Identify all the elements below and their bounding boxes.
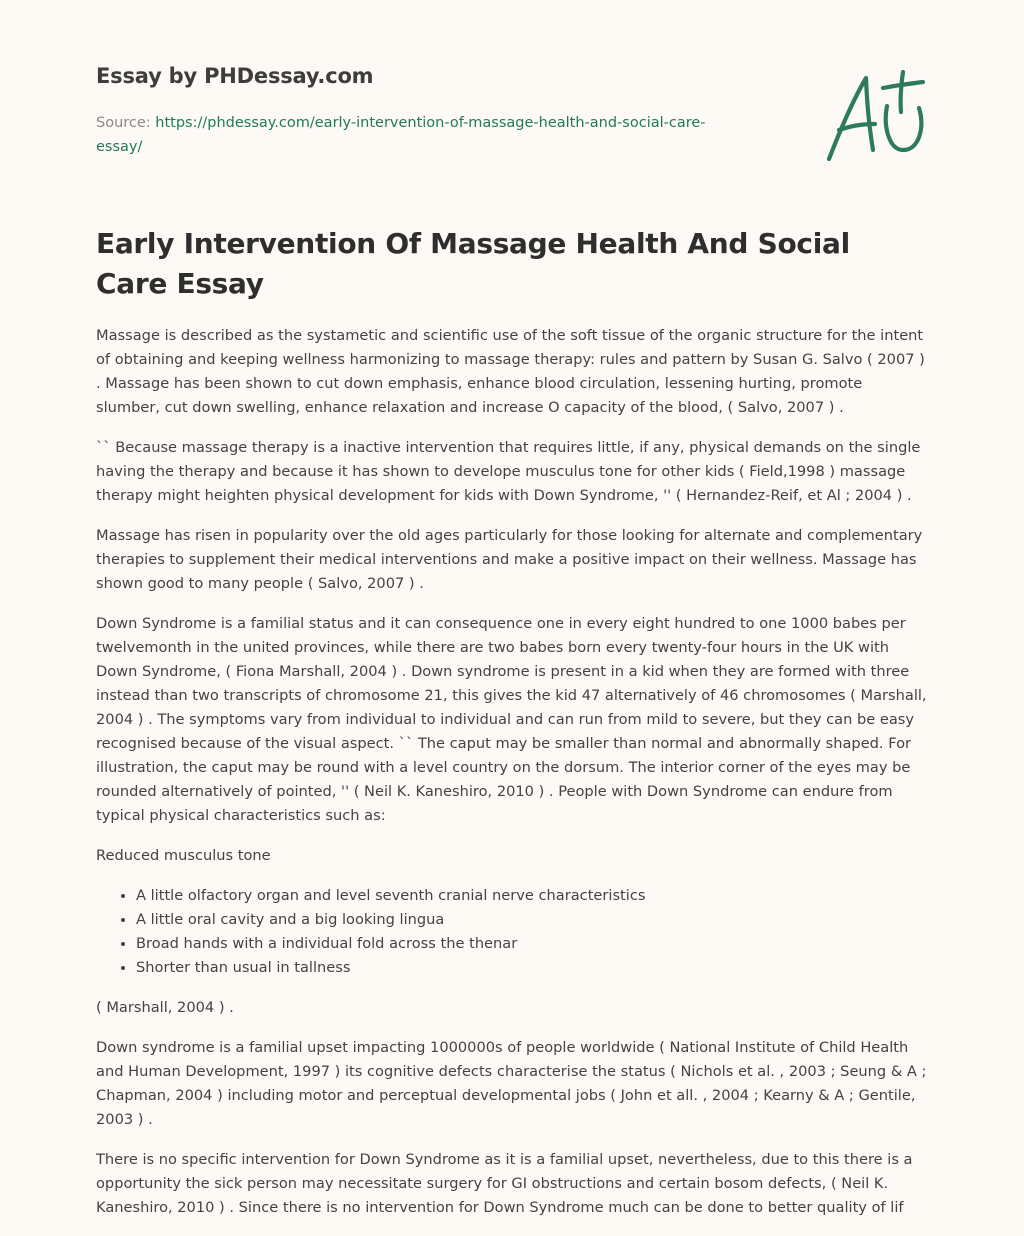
list-item: • A little oral cavity and a big looking lingua — [136, 908, 928, 932]
paragraph: Massage is described as the systametic and scientific use of the soft tissue of the organic structure for the intent of obtaining and keeping wellness harmonizing to massage therapy: rules and pattern by Susan G. Salvo ( 2007 ) . Massage has been shown to cut down emphasis, enhance blood circulation, lessening hurting, promote slumber, cut down swelling, enhance relaxation and increase O capacity of the blood, ( Salvo, 2007 ) . — [96, 327, 925, 416]
list-item: • Broad hands with a individual fold across the thenar — [136, 932, 928, 956]
source-label: Source: — [96, 115, 151, 131]
site-title: Essay by PHDessay.com — [96, 64, 374, 88]
feature-list — [96, 884, 928, 980]
paragraph: There is no specific intervention for Down Syndrome as it is a familial upset, nevertheless, due to this there is a opportunity the sick person may necessitate surgery for GI obstructions and certain bosom defects, ( Neil K. Kaneshiro, 2010 ) . Since there is no intervention for Down Syndrome much can be done to better quality of lif — [96, 1151, 913, 1216]
source-line — [96, 111, 746, 159]
paragraph: Reduced musculus tone — [96, 847, 271, 864]
paragraph: `` Because massage therapy is a inactive intervention that requires little, if any, physical demands on the single having the therapy and because it has shown to develope musculus tone for other kids ( Field,1998 ) massage therapy might heighten physical development for kids with Down Syndrome, '' ( Hernandez-Reif, et Al ; 2004 ) . — [96, 439, 921, 504]
paragraph: Down Syndrome is a familial status and it can consequence one in every eight hundred to one 1000 babes per twelvemonth in the united provinces, while there are two babes born every twenty-four hours in the UK with Down Syndrome, ( Fiona Marshall, 2004 ) . Down syndrome is present in a kid when they are formed with three instead than two transcripts of chromosome 21, this gives the kid 47 alternatively of 46 chromosomes ( Marshall, 2004 ) . The symptoms vary from individual to individual and can run from mild to severe, but they can be easy recognised because of the visual aspect. `` The caput may be smaller than normal and abnormally shaped. For illustration, the caput may be round with a level country on the dorsum. The interior corner of the eyes may be rounded alternatively of pointed, '' ( Neil K. Kaneshiro, 2010 ) . People with Down Syndrome can endure from typical physical characteristics such as: — [96, 615, 927, 824]
list-item: • Shorter than usual in tallness — [136, 956, 928, 980]
essay-body — [96, 324, 928, 1236]
source-link[interactable]: https://phdessay.com/early-intervention-of-massage-health-and-social-care-essay/ — [96, 115, 706, 155]
a-plus-logo-icon — [823, 66, 929, 166]
essay-title: Early Intervention Of Massage Health And Social Care Essay — [96, 227, 850, 300]
paragraph: Down syndrome is a familial upset impacting 1000000s of people worldwide ( National Institute of Child Health and Human Development, 1997 ) its cognitive defects characterise the status ( Nichols et al. , 2003 ; Seung & A ; Chapman, 2004 ) including motor and perceptual developmental jobs ( John et all. , 2004 ; Kearny & A ; Gentile, 2003 ) . — [96, 1039, 927, 1128]
paragraph: ( Marshall, 2004 ) . — [96, 999, 234, 1016]
paragraph: Massage has risen in popularity over the old ages particularly for those looking for alternate and complementary therapies to supplement their medical interventions and make a positive impact on their wellness. Massage has shown good to many people ( Salvo, 2007 ) . — [96, 527, 923, 592]
list-item: • A little olfactory organ and level seventh cranial nerve characteristics — [136, 884, 928, 908]
